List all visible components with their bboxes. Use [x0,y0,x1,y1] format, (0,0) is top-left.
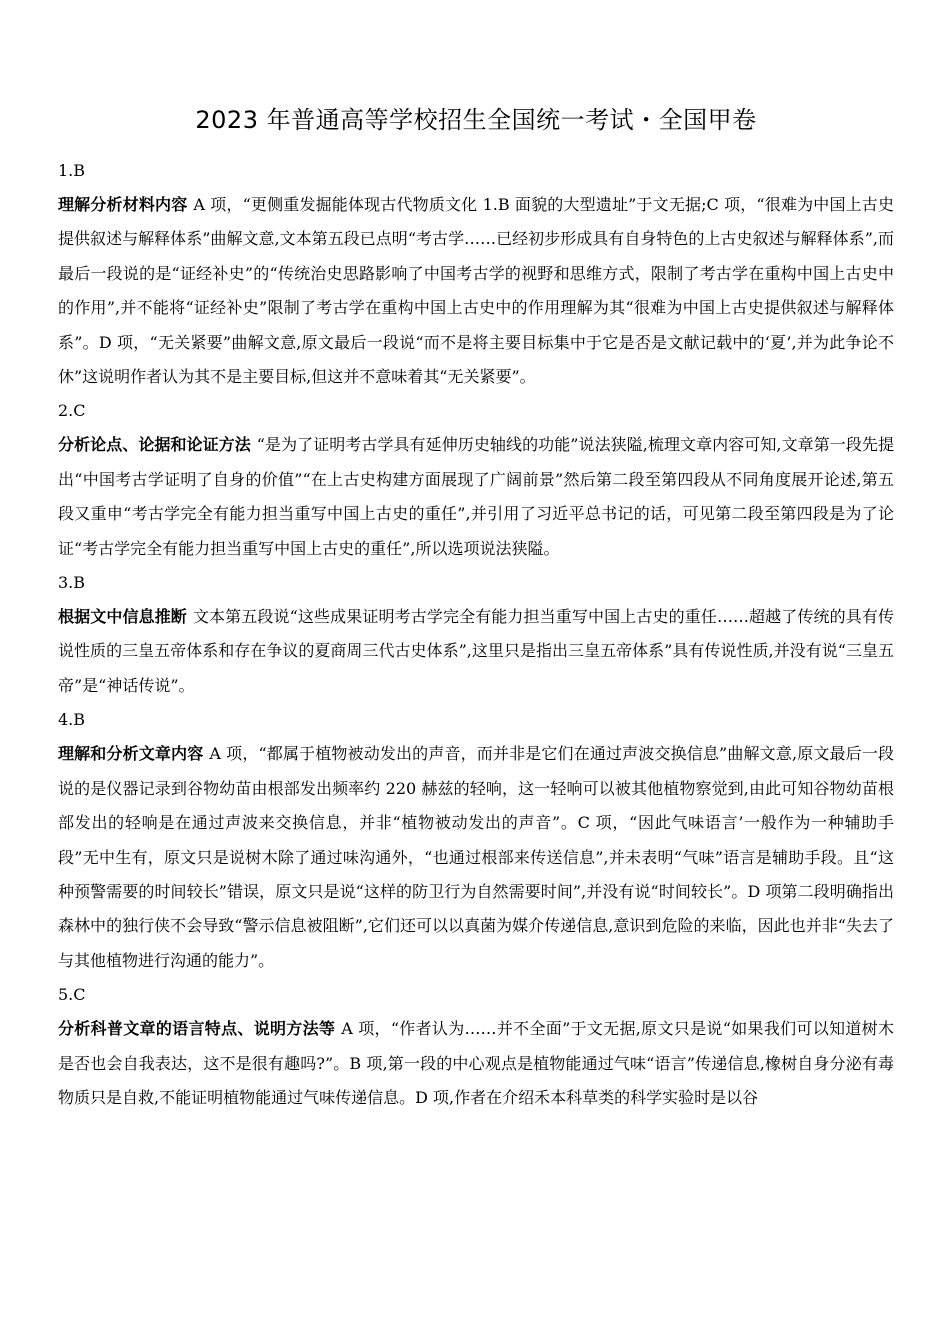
answer-label: 2.C [58,401,86,421]
explanation-tag: 根据文中信息推断 [58,607,187,627]
explanation-paragraph [58,1012,894,1115]
explanation-text: A 项，“作者认为……并不全面”于文无据,原文只是说“如果我们可以知道树木是否也会自我表达，这不是很有趣吗?”。B 项,第一段的中心观点是植物能通过气味“语言”传递信息,橡树自身分泌有毒物质只是自救,不能证明植物能通过气味传递信息。D 项,作者在介绍禾本科草类的科学实验时是以谷 [58,1019,894,1107]
answer-label: 4.B [58,710,86,730]
explanation-text: A 项，“更侧重发掘能体现古代物质文化 1.B 面貌的大型遗址”于文无据;C 项，“很难为中国上古史提供叙述与解释体系”曲解文意,文本第五段已点明“考古学……已经初步形成具有自身特色的上古史叙述与解释体系”,而最后一段说的是“证经补史”的“传统治史思路影响了中国考古学的视野和思维方式，限制了考古学在重构中国上古史中的作用”,并不能将“证经补史”限制了考古学在重构中国上古史中的作用理解为其“很难为中国上古史提供叙述与解释体系”。D 项，“无关紧要”曲解文意,原文最后一段说“而不是将主要目标集中于它是否是文献记载中的‘夏’,并为此争论不休”这说明作者认为其不是主要目标,但这并不意味着其“无关紧要”。 [58,195,894,387]
explanation-text: 文本第五段说“这些成果证明考古学完全有能力担当重写中国上古史的重任……超越了传统的具有传说性质的三皇五帝体系和存在争议的夏商周三代古史体系”,这里只是指出三皇五帝体系”具有传说性质,并没有说“三皇五帝”是“神话传说”。 [58,607,894,695]
answer-label: 5.C [58,985,86,1005]
explanation-paragraph [58,428,894,566]
explanation-tag: 分析科普文章的语言特点、说明方法等 [58,1019,336,1039]
answer-label: 3.B [58,573,86,593]
explanation-tag: 分析论点、论据和论证方法 [58,435,251,455]
explanation-paragraph [58,737,894,978]
explanation-tag: 理解分析材料内容 [58,195,188,214]
explanation-text: A 项，“都属于植物被动发出的声音，而并非是它们在通过声波交换信息”曲解文意,原文最后一段说的是仪器记录到谷物幼苗由根部发出频率约 220 赫兹的轻响，这一轻响可以被其他植物察觉到,由此可知谷物幼苗根部发出的轻响是在通过声波来交换信息，并非“植物被动发出的声音”。C 项，“因此气味语言’一般作为一种辅助手段”无中生有，原文只是说树木除了通过味沟通外，“也通过根部来传送信息”,并未表明“气味”语言是辅助手段。且“这种预警需要的时间较长”错误，原文只是说“这样的防卫行为自然需要时间”,并没有说“时间较长”。D 项第二段明确指出森林中的独行侠不会导致“警示信息被阻断”,它们还可以以真菌为媒介传递信息,意识到危险的来临，因此也并非“失去了与其他植物进行沟通的能力”。 [58,744,894,970]
document-page [58,98,894,1115]
explanation-text: “是为了证明考古学具有延伸历史轴线的功能”说法狭隘,梳理文章内容可知,文章第一段先提出“中国考古学证明了自身的价值”“在上古史构建方面展现了广阔前景”然后第二段至第四段从不同角度展开论述,第五段又重申“考古学完全有能力担当重写中国上古史的重任”,并引用了习近平总书记的话，可见第二段至第四段是为了论证“考古学完全有能力担当重写中国上古史的重任”,所以选项说法狭隘。 [58,435,894,558]
explanation-paragraph [58,188,894,394]
document-title: 2023 年普通高等学校招生全国统一考试・全国甲卷 [195,106,757,134]
answer-label: 1.B [58,161,86,180]
explanation-paragraph [58,600,894,703]
explanation-tag: 理解和分析文章内容 [58,744,204,764]
